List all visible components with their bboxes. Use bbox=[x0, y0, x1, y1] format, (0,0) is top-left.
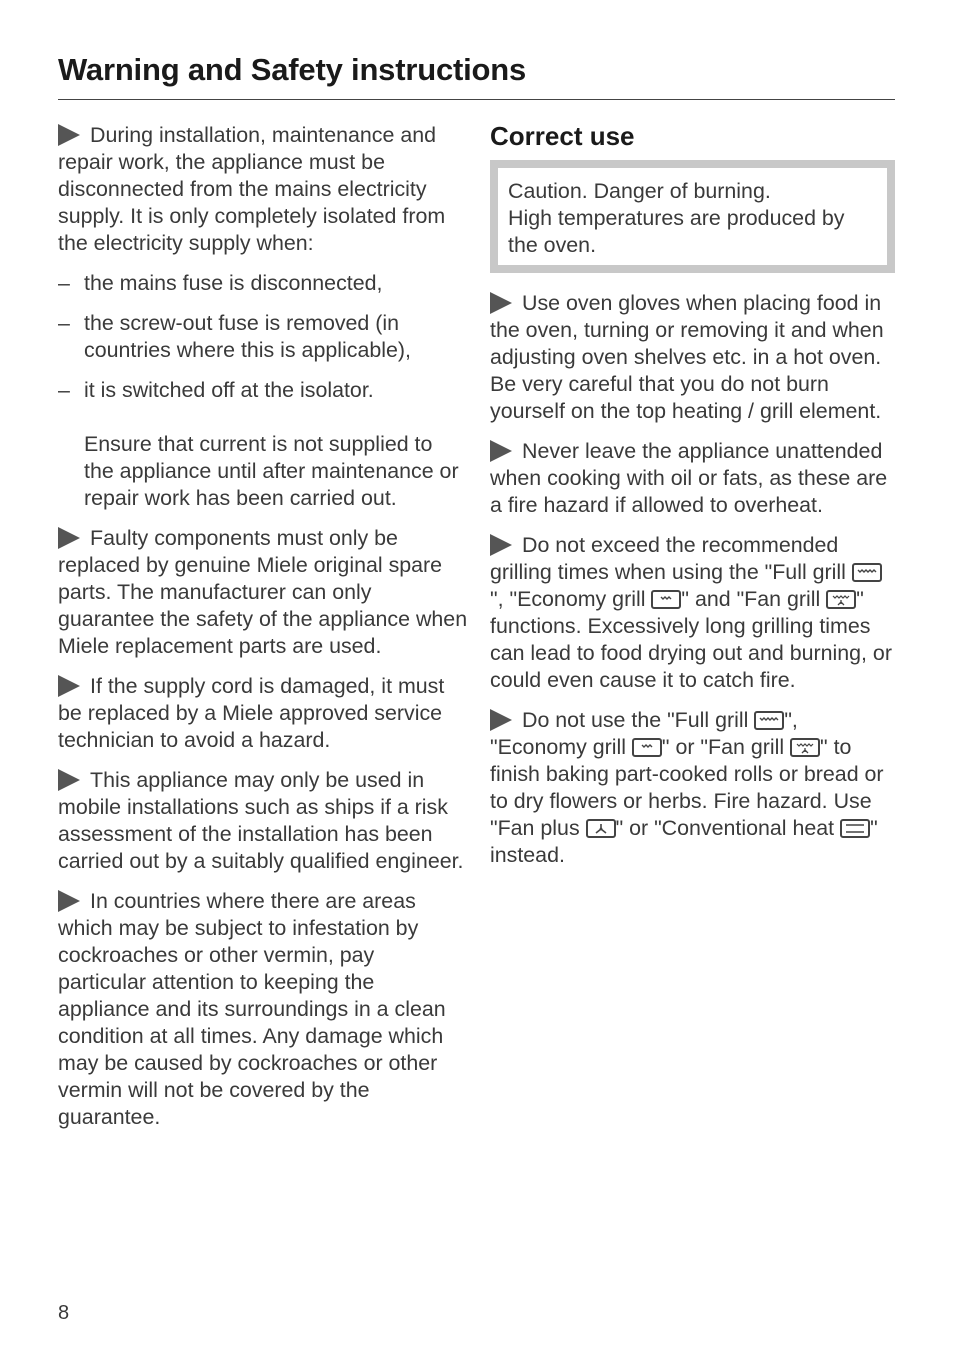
caution-line: Caution. Danger of burning. bbox=[508, 179, 771, 203]
paragraph-spare-parts bbox=[58, 525, 468, 660]
paragraph-grilling-times bbox=[490, 532, 895, 694]
section-heading-correct-use: Correct use bbox=[490, 121, 635, 151]
fan-grill-icon bbox=[790, 738, 820, 757]
list-item-text: the screw-out fuse is removed (in countries where this is applicable), bbox=[84, 311, 411, 362]
page-title: Warning and Safety instructions bbox=[58, 52, 527, 87]
dash-marker: – bbox=[58, 271, 70, 295]
paragraph-text: ", "Economy grill bbox=[490, 587, 652, 611]
list-item-text: the mains fuse is disconnected, bbox=[84, 271, 383, 295]
paragraph-text: During installation, maintenance and repair work, the appliance must be disconnected from the mains electricity supply. It is only completely isolated from the electricity supply when: bbox=[58, 123, 446, 255]
paragraph-supply-cord bbox=[58, 673, 468, 754]
paragraph-current-note: Ensure that current is not supplied to the appliance until after maintenance or repair work has been carried out. bbox=[84, 432, 459, 510]
caution-line: High temperatures are produced by the oven. bbox=[508, 206, 845, 257]
paragraph-text: This appliance may only be used in mobile installations such as ships if a risk assessment of the installation has been carried out by a suitably qualified engineer. bbox=[58, 768, 464, 873]
fan-plus-icon bbox=[586, 819, 616, 838]
full-grill-icon bbox=[754, 711, 784, 730]
dash-marker: – bbox=[58, 378, 70, 402]
paragraph-text: " or "Fan grill bbox=[661, 735, 791, 759]
isolation-conditions-list bbox=[58, 270, 468, 404]
paragraph-text: " and "Fan grill bbox=[681, 587, 827, 611]
dash-marker: – bbox=[58, 311, 70, 335]
paragraph-text: In countries where there are areas which may be subject to infestation by cockroaches or other vermin, pay particular attention to keeping the appliance and its surroundings in a clean condition at all times. Any damage which may be caused by cockroaches or other vermin will not be covered by the guarantee. bbox=[58, 889, 446, 1129]
paragraph-text: " or "Conventional heat bbox=[615, 816, 841, 840]
bullet-arrow-icon bbox=[58, 124, 80, 146]
paragraph-text: ", "Economy grill bbox=[490, 708, 798, 759]
paragraph-text: Never leave the appliance unattended when cooking with oil or fats, as these are a fire hazard if allowed to overheat. bbox=[490, 439, 888, 517]
paragraph-text: " instead. bbox=[490, 816, 878, 867]
bullet-arrow-icon bbox=[58, 527, 80, 549]
full-grill-icon bbox=[852, 563, 882, 582]
bullet-arrow-icon bbox=[490, 709, 512, 731]
bullet-arrow-icon bbox=[490, 534, 512, 556]
bullet-arrow-icon bbox=[58, 890, 80, 912]
paragraph-mobile-installations bbox=[58, 767, 468, 875]
conventional-heat-icon bbox=[840, 819, 870, 838]
paragraph-text: Do not exceed the recommended grilling times when using the "Full grill bbox=[490, 533, 852, 584]
right-column bbox=[490, 122, 895, 882]
paragraph-text: Use oven gloves when placing food in the oven, turning or removing it and when adjusting oven shelves etc. in a hot oven. Be very careful that you do not burn yourself on the top heating / grill element. bbox=[490, 291, 884, 423]
economy-grill-icon bbox=[632, 738, 662, 757]
list-item bbox=[58, 377, 468, 404]
paragraph-do-not-use-grill bbox=[490, 707, 895, 869]
paragraph-oil-fats bbox=[490, 438, 895, 519]
paragraph-oven-gloves bbox=[490, 290, 895, 425]
caution-box bbox=[490, 160, 895, 273]
economy-grill-icon bbox=[651, 590, 681, 609]
bullet-arrow-icon bbox=[490, 292, 512, 314]
paragraph-text: " functions. Excessively long grilling times can lead to food drying out and burning, or could even cause it to catch fire. bbox=[490, 587, 892, 692]
paragraph-vermin bbox=[58, 888, 468, 1131]
paragraph-text: If the supply cord is damaged, it must be replaced by a Miele approved service technician to avoid a hazard. bbox=[58, 674, 445, 752]
fan-grill-icon bbox=[826, 590, 856, 609]
left-column bbox=[58, 122, 468, 1144]
list-item bbox=[58, 310, 468, 364]
page-number: 8 bbox=[58, 1302, 70, 1324]
bullet-arrow-icon bbox=[58, 769, 80, 791]
title-divider bbox=[58, 99, 895, 100]
bullet-arrow-icon bbox=[490, 440, 512, 462]
paragraph-isolation bbox=[58, 122, 468, 257]
paragraph-text: " to finish baking part-cooked rolls or bread or to dry flowers or herbs. Fire hazard. Use "Fan plus bbox=[490, 735, 884, 840]
list-item bbox=[58, 270, 468, 297]
list-item-text: it is switched off at the isolator. bbox=[84, 378, 374, 402]
bullet-arrow-icon bbox=[58, 675, 80, 697]
paragraph-text: Do not use the "Full grill bbox=[522, 708, 755, 732]
paragraph-text: Faulty components must only be replaced by genuine Miele original spare parts. The manufacturer can only guarantee the safety of the appliance when Miele replacement parts are used. bbox=[58, 526, 468, 658]
